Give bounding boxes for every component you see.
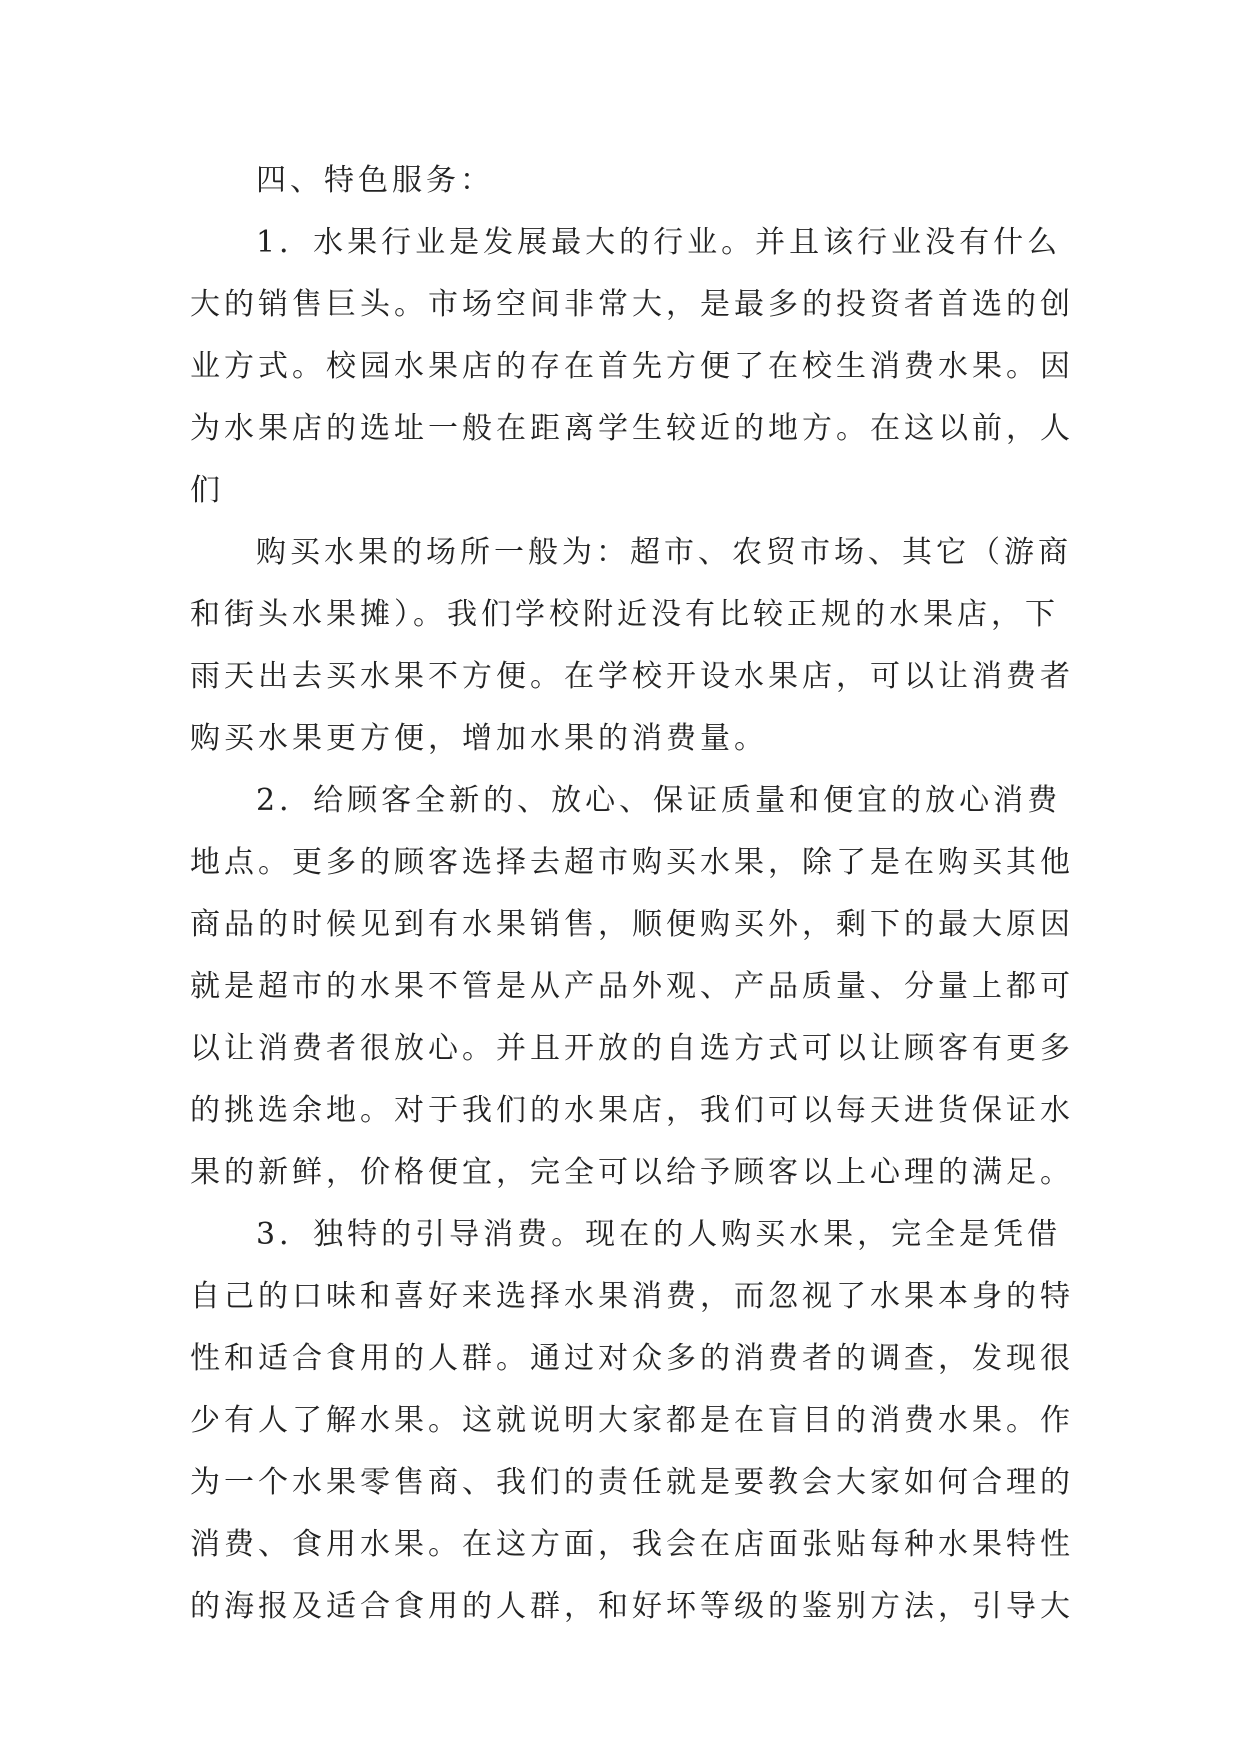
paragraph-line: 们 (190, 473, 224, 508)
paragraph-line: 业方式。校园水果店的存在首先方便了在校生消费水果。因 (190, 349, 1074, 384)
paragraph-line: 3．独特的引导消费。现在的人购买水果，完全是凭借 (256, 1217, 1062, 1252)
paragraph-line: 为一个水果零售商、我们的责任就是要教会大家如何合理的 (190, 1465, 1074, 1500)
paragraph-line: 为水果店的选址一般在距离学生较近的地方。在这以前，人 (190, 411, 1074, 446)
paragraph-line: 以让消费者很放心。并且开放的自选方式可以让顾客有更多 (190, 1031, 1074, 1066)
paragraph-line: 购买水果更方便，增加水果的消费量。 (190, 721, 768, 756)
document-body (190, 150, 1090, 1638)
paragraph-line: 商品的时候见到有水果销售，顺便购买外，剩下的最大原因 (190, 907, 1074, 942)
paragraph-line: 和街头水果摊）。我们学校附近没有比较正规的水果店，下 (190, 597, 1059, 632)
paragraph-line: 雨天出去买水果不方便。在学校开设水果店，可以让消费者 (190, 659, 1074, 694)
paragraph-line: 就是超市的水果不管是从产品外观、产品质量、分量上都可 (190, 969, 1074, 1004)
paragraph-line: 性和适合食用的人群。通过对众多的消费者的调查，发现很 (190, 1341, 1074, 1376)
paragraph-line: 2．给顾客全新的、放心、保证质量和便宜的放心消费 (256, 783, 1062, 818)
section-heading: 四、特色服务： (256, 163, 494, 198)
paragraph-line: 1．水果行业是发展最大的行业。并且该行业没有什么 (256, 225, 1062, 260)
paragraph-line: 果的新鲜，价格便宜，完全可以给予顾客以上心理的满足。 (190, 1155, 1074, 1190)
paragraph-line: 消费、食用水果。在这方面，我会在店面张贴每种水果特性 (190, 1527, 1074, 1562)
paragraph-line: 地点。更多的顾客选择去超市购买水果，除了是在购买其他 (190, 845, 1074, 880)
paragraph-line: 购买水果的场所一般为：超市、农贸市场、其它（游商 (256, 535, 1072, 570)
paragraph-line: 自己的口味和喜好来选择水果消费，而忽视了水果本身的特 (190, 1279, 1074, 1314)
paragraph-line: 少有人了解水果。这就说明大家都是在盲目的消费水果。作 (190, 1403, 1074, 1438)
paragraph-line: 的挑选余地。对于我们的水果店，我们可以每天进货保证水 (190, 1093, 1074, 1128)
paragraph-line: 大的销售巨头。市场空间非常大，是最多的投资者首选的创 (190, 287, 1074, 322)
paragraph-line: 的海报及适合食用的人群，和好坏等级的鉴别方法，引导大 (190, 1589, 1074, 1624)
